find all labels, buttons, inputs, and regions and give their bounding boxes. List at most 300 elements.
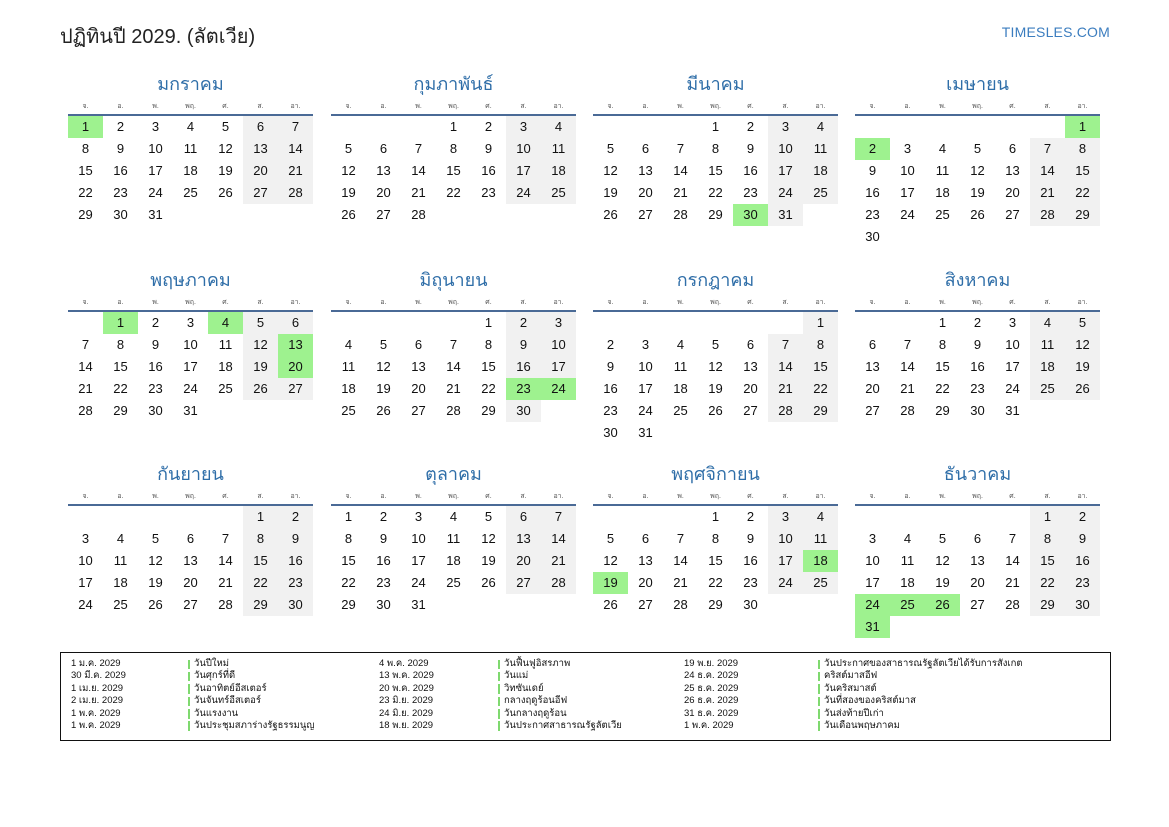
- weekday-label: อ.: [380, 493, 387, 500]
- empty-day-cell: [436, 312, 471, 334]
- day-cell: 24: [900, 207, 915, 222]
- empty-day-cell: [628, 312, 663, 334]
- holiday-row: [379, 670, 679, 682]
- holiday-day-cell: 25: [890, 594, 925, 616]
- day-cell: 3: [641, 337, 650, 352]
- holiday-date: 2 เม.ย. 2029: [71, 695, 124, 707]
- weekend-day-cell: 18: [1030, 356, 1065, 378]
- day-cell: 6: [414, 337, 423, 352]
- holiday-day-cell: 1: [103, 312, 138, 334]
- week-row: [593, 550, 838, 572]
- day-cell: 25: [446, 575, 461, 590]
- day-cell: 23: [376, 575, 391, 590]
- weekday-label: อา.: [553, 299, 564, 306]
- day-cell: 5: [344, 141, 353, 156]
- day-cell: 6: [973, 531, 982, 546]
- day-cell: 13: [970, 553, 985, 568]
- day-cell: 25: [183, 185, 198, 200]
- weekend-day-cell: 22: [1065, 182, 1100, 204]
- day-cell: 5: [973, 141, 982, 156]
- weekend-day-cell: 2: [1065, 506, 1100, 528]
- weekday-label: อา.: [1077, 299, 1088, 306]
- day-cell: 9: [379, 531, 388, 546]
- day-cell: 22: [446, 185, 461, 200]
- week-row: [331, 528, 576, 550]
- empty-day-cell: [401, 116, 436, 138]
- weekday-label: ศ.: [747, 103, 754, 110]
- weekday-label: พฤ.: [448, 103, 459, 110]
- day-cell: 15: [935, 359, 950, 374]
- holiday-row: [71, 670, 371, 682]
- day-cell: 11: [935, 163, 950, 178]
- weekend-day-cell: 11: [541, 138, 576, 160]
- empty-day-cell: [103, 506, 138, 528]
- weekday-label: อา.: [815, 493, 826, 500]
- empty-day-cell: [663, 422, 698, 444]
- weekday-label: พ.: [677, 493, 684, 500]
- day-cell: 18: [446, 553, 461, 568]
- day-cell: 17: [900, 185, 915, 200]
- empty-day-cell: [1030, 400, 1065, 422]
- holiday-name: วันประชุมสภาร่างรัฐธรรมนูญ: [194, 719, 315, 731]
- weekend-day-cell: 20: [506, 550, 541, 572]
- day-cell: 16: [743, 163, 758, 178]
- weekday-label: จ.: [869, 103, 876, 110]
- empty-day-cell: [925, 616, 960, 638]
- day-cell: 30: [113, 207, 128, 222]
- weekend-day-cell: 19: [1065, 356, 1100, 378]
- empty-day-cell: [436, 594, 471, 616]
- weekend-day-cell: 8: [243, 528, 278, 550]
- weekday-label: ศ.: [222, 299, 229, 306]
- day-cell: 1: [449, 119, 458, 134]
- day-cell: 12: [708, 359, 723, 374]
- day-cell: 16: [376, 553, 391, 568]
- holiday-date: 1 ม.ค. 2029: [71, 658, 121, 669]
- day-cell: 10: [78, 553, 93, 568]
- day-cell: 1: [938, 315, 947, 330]
- weekday-label: พฤ.: [972, 493, 983, 500]
- week-row: [855, 378, 1100, 400]
- day-cell: 10: [865, 553, 880, 568]
- day-cell: 20: [638, 185, 653, 200]
- weekday-header: [855, 101, 1100, 113]
- weekday-label: พฤ.: [972, 299, 983, 306]
- holiday-row: [71, 683, 371, 695]
- day-cell: 30: [865, 229, 880, 244]
- day-cell: 5: [151, 531, 160, 546]
- day-cell: 12: [376, 359, 391, 374]
- empty-day-cell: [471, 204, 506, 226]
- day-cell: 5: [221, 119, 230, 134]
- weekend-day-cell: 9: [1065, 528, 1100, 550]
- weekday-header: [68, 491, 313, 503]
- day-cell: 28: [218, 597, 233, 612]
- day-cell: 11: [900, 553, 915, 568]
- weekday-label: จ.: [345, 299, 352, 306]
- holiday-row: [684, 720, 984, 732]
- holiday-day-cell: 4: [208, 312, 243, 334]
- day-cell: 9: [606, 359, 615, 374]
- day-cell: 23: [148, 381, 163, 396]
- weekend-day-cell: 2: [278, 506, 313, 528]
- holiday-marker: [818, 709, 820, 719]
- day-cell: 19: [970, 185, 985, 200]
- week-row: [593, 572, 838, 594]
- day-cell: 14: [900, 359, 915, 374]
- day-cell: 21: [218, 575, 233, 590]
- empty-day-cell: [1065, 226, 1100, 248]
- empty-day-cell: [960, 116, 995, 138]
- weekend-day-cell: 11: [803, 528, 838, 550]
- week-row: [68, 334, 313, 356]
- empty-day-cell: [890, 116, 925, 138]
- day-cell: 30: [743, 597, 758, 612]
- empty-day-cell: [208, 506, 243, 528]
- holiday-column: [71, 658, 371, 732]
- day-cell: 9: [116, 141, 125, 156]
- weekday-label: ส.: [520, 493, 527, 500]
- empty-day-cell: [855, 312, 890, 334]
- holiday-name: วันฟื้นฟูอิสรภาพ: [504, 658, 571, 669]
- day-cell: 17: [1005, 359, 1020, 374]
- day-cell: 1: [484, 315, 493, 330]
- week-row: [68, 160, 313, 182]
- day-cell: 15: [481, 359, 496, 374]
- empty-day-cell: [803, 594, 838, 616]
- day-cell: 22: [708, 575, 723, 590]
- empty-day-cell: [436, 204, 471, 226]
- day-cell: 30: [148, 403, 163, 418]
- day-cell: 31: [148, 207, 163, 222]
- week-row: [331, 312, 576, 334]
- day-cell: 27: [970, 597, 985, 612]
- holiday-date: 23 มิ.ย. 2029: [379, 695, 434, 707]
- day-cell: 4: [116, 531, 125, 546]
- day-cell: 27: [376, 207, 391, 222]
- holiday-day-cell: 20: [278, 356, 313, 378]
- day-cell: 19: [603, 185, 618, 200]
- day-cell: 28: [446, 403, 461, 418]
- weekend-day-cell: 30: [1065, 594, 1100, 616]
- day-cell: 10: [411, 531, 426, 546]
- week-row: [593, 528, 838, 550]
- weekend-day-cell: 28: [278, 182, 313, 204]
- day-cell: 11: [673, 359, 688, 374]
- week-row: [68, 356, 313, 378]
- holiday-marker: [498, 709, 500, 719]
- weekend-day-cell: 25: [803, 572, 838, 594]
- day-cell: 24: [148, 185, 163, 200]
- weekday-label: อ.: [904, 103, 911, 110]
- weekday-label: พ.: [152, 299, 159, 306]
- empty-day-cell: [1065, 616, 1100, 638]
- day-cell: 29: [708, 207, 723, 222]
- weekend-day-cell: 11: [1030, 334, 1065, 356]
- holiday-row: [684, 658, 1023, 670]
- empty-day-cell: [768, 422, 803, 444]
- holiday-date: 24 มิ.ย. 2029: [379, 707, 434, 719]
- empty-day-cell: [173, 204, 208, 226]
- weekend-day-cell: 10: [506, 138, 541, 160]
- holiday-row: [379, 708, 679, 720]
- weekday-header: [593, 491, 838, 503]
- month-title: กันยายน: [157, 464, 224, 484]
- day-cell: 23: [743, 185, 758, 200]
- day-cell: 6: [1008, 141, 1017, 156]
- day-cell: 2: [116, 119, 125, 134]
- day-cell: 8: [484, 337, 493, 352]
- holiday-day-cell: 31: [855, 616, 890, 638]
- weekday-header: [855, 297, 1100, 309]
- day-cell: 11: [218, 337, 233, 352]
- day-cell: 8: [711, 531, 720, 546]
- holiday-column: [379, 658, 679, 732]
- day-cell: 7: [449, 337, 458, 352]
- week-row: [593, 204, 838, 226]
- weekday-label: อ.: [904, 299, 911, 306]
- weekday-label: อ.: [380, 103, 387, 110]
- day-cell: 15: [341, 553, 356, 568]
- empty-day-cell: [995, 616, 1030, 638]
- empty-day-cell: [663, 116, 698, 138]
- holiday-day-cell: 13: [278, 334, 313, 356]
- holiday-row: [379, 695, 679, 707]
- day-cell: 3: [186, 315, 195, 330]
- week-row: [68, 506, 313, 528]
- weekday-label: อ.: [642, 103, 649, 110]
- day-cell: 4: [344, 337, 353, 352]
- weekday-label: ศ.: [485, 103, 492, 110]
- holiday-day-cell: 18: [803, 550, 838, 572]
- weekday-label: จ.: [607, 493, 614, 500]
- holiday-name: คริสต์มาสอีฟ: [824, 670, 878, 682]
- weekday-label: จ.: [607, 299, 614, 306]
- holiday-day-cell: 2: [855, 138, 890, 160]
- day-cell: 27: [1005, 207, 1020, 222]
- weekend-day-cell: 12: [1065, 334, 1100, 356]
- holiday-marker: [498, 660, 500, 670]
- weekday-label: ศ.: [222, 103, 229, 110]
- holiday-marker: [818, 684, 820, 694]
- day-cell: 13: [638, 163, 653, 178]
- weekday-label: อา.: [290, 103, 301, 110]
- week-row: [855, 528, 1100, 550]
- empty-day-cell: [663, 506, 698, 528]
- holiday-name: วิทซันเดย์: [504, 682, 544, 694]
- day-cell: 5: [711, 337, 720, 352]
- day-cell: 13: [865, 359, 880, 374]
- empty-day-cell: [401, 312, 436, 334]
- holiday-date: 30 มี.ค. 2029: [71, 670, 126, 682]
- weekday-label: พ.: [152, 493, 159, 500]
- week-row: [855, 116, 1100, 138]
- week-row: [593, 334, 838, 356]
- day-cell: 24: [638, 403, 653, 418]
- day-cell: 9: [973, 337, 982, 352]
- day-cell: 15: [708, 163, 723, 178]
- weekday-label: อา.: [290, 493, 301, 500]
- weekend-day-cell: 7: [541, 506, 576, 528]
- day-cell: 29: [935, 403, 950, 418]
- holiday-row: [684, 683, 984, 695]
- holiday-name: วันแรงงาน: [194, 707, 239, 719]
- week-row: [593, 594, 838, 616]
- weekend-day-cell: 25: [1030, 378, 1065, 400]
- empty-day-cell: [471, 594, 506, 616]
- day-cell: 9: [484, 141, 493, 156]
- day-cell: 2: [746, 119, 755, 134]
- day-cell: 23: [743, 575, 758, 590]
- weekend-day-cell: 19: [243, 356, 278, 378]
- holiday-date: 25 ธ.ค. 2029: [684, 682, 739, 694]
- empty-day-cell: [278, 400, 313, 422]
- weekday-label: ส.: [520, 299, 527, 306]
- empty-day-cell: [698, 312, 733, 334]
- day-cell: 16: [148, 359, 163, 374]
- weekend-day-cell: 7: [1030, 138, 1065, 160]
- empty-day-cell: [855, 506, 890, 528]
- weekday-header: [68, 297, 313, 309]
- weekday-label: พฤ.: [185, 299, 196, 306]
- weekend-day-cell: 1: [803, 312, 838, 334]
- holiday-row: [684, 708, 984, 720]
- weekend-day-cell: 9: [278, 528, 313, 550]
- week-row: [68, 138, 313, 160]
- empty-day-cell: [995, 226, 1030, 248]
- empty-day-cell: [331, 116, 366, 138]
- empty-day-cell: [890, 506, 925, 528]
- weekend-day-cell: 16: [278, 550, 313, 572]
- day-cell: 28: [411, 207, 426, 222]
- weekday-label: จ.: [82, 493, 89, 500]
- weekday-label: ส.: [1044, 493, 1051, 500]
- month-title: มีนาคม: [686, 74, 745, 94]
- week-row: [331, 378, 576, 400]
- holiday-name: วันเดือนพฤษภาคม: [824, 719, 900, 731]
- weekend-day-cell: 6: [278, 312, 313, 334]
- weekday-label: ส.: [782, 299, 789, 306]
- day-cell: 4: [938, 141, 947, 156]
- week-row: [855, 226, 1100, 248]
- week-row: [593, 116, 838, 138]
- empty-day-cell: [593, 506, 628, 528]
- day-cell: 2: [973, 315, 982, 330]
- holiday-marker: [498, 697, 500, 707]
- empty-day-cell: [890, 312, 925, 334]
- weekday-header: [331, 491, 576, 503]
- week-row: [593, 378, 838, 400]
- day-cell: 22: [708, 185, 723, 200]
- week-row: [855, 160, 1100, 182]
- week-row: [68, 116, 313, 138]
- holiday-row: [71, 708, 371, 720]
- day-cell: 9: [746, 531, 755, 546]
- day-cell: 10: [148, 141, 163, 156]
- day-cell: 18: [341, 381, 356, 396]
- weekday-label: ศ.: [1009, 103, 1016, 110]
- day-cell: 20: [1005, 185, 1020, 200]
- weekend-day-cell: 15: [1030, 550, 1065, 572]
- brand-link[interactable]: TIMESLES.COM: [1001, 24, 1110, 40]
- weekday-label: อา.: [290, 299, 301, 306]
- weekend-day-cell: 17: [506, 160, 541, 182]
- day-cell: 6: [379, 141, 388, 156]
- holiday-row: [71, 695, 371, 707]
- month-8: [855, 268, 1100, 422]
- day-cell: 22: [78, 185, 93, 200]
- day-cell: 19: [481, 553, 496, 568]
- weekend-day-cell: 13: [506, 528, 541, 550]
- week-row: [855, 138, 1100, 160]
- day-cell: 7: [414, 141, 423, 156]
- week-row: [331, 138, 576, 160]
- day-cell: 8: [938, 337, 947, 352]
- week-row: [68, 204, 313, 226]
- weekday-label: อ.: [117, 299, 124, 306]
- day-cell: 27: [183, 597, 198, 612]
- weekday-label: อ.: [380, 299, 387, 306]
- day-cell: 13: [183, 553, 198, 568]
- week-row: [331, 160, 576, 182]
- weekday-label: พ.: [939, 299, 946, 306]
- day-cell: 6: [868, 337, 877, 352]
- weekend-day-cell: 16: [506, 356, 541, 378]
- weekend-day-cell: 17: [768, 550, 803, 572]
- day-cell: 8: [711, 141, 720, 156]
- empty-day-cell: [173, 506, 208, 528]
- day-cell: 24: [183, 381, 198, 396]
- day-cell: 19: [148, 575, 163, 590]
- day-cell: 11: [183, 141, 198, 156]
- day-cell: 19: [708, 381, 723, 396]
- day-cell: 10: [638, 359, 653, 374]
- empty-day-cell: [593, 312, 628, 334]
- day-cell: 15: [446, 163, 461, 178]
- weekday-label: ศ.: [485, 493, 492, 500]
- empty-day-cell: [1030, 226, 1065, 248]
- weekday-label: พฤ.: [972, 103, 983, 110]
- weekend-day-cell: 12: [243, 334, 278, 356]
- holiday-name: วันส่งท้ายปีเก่า: [824, 707, 884, 719]
- day-cell: 25: [341, 403, 356, 418]
- weekday-label: อา.: [553, 493, 564, 500]
- week-row: [593, 160, 838, 182]
- day-cell: 28: [1005, 597, 1020, 612]
- week-row: [855, 550, 1100, 572]
- holiday-date: 26 ธ.ค. 2029: [684, 695, 739, 707]
- empty-day-cell: [803, 422, 838, 444]
- day-cell: 15: [78, 163, 93, 178]
- empty-day-cell: [208, 400, 243, 422]
- weekday-label: พ.: [677, 299, 684, 306]
- weekday-label: พฤ.: [448, 493, 459, 500]
- day-cell: 12: [935, 553, 950, 568]
- weekend-day-cell: 23: [1065, 572, 1100, 594]
- weekday-label: จ.: [607, 103, 614, 110]
- day-cell: 5: [938, 531, 947, 546]
- week-row: [68, 528, 313, 550]
- holiday-date: 13 พ.ค. 2029: [379, 670, 434, 682]
- day-cell: 17: [78, 575, 93, 590]
- day-cell: 31: [411, 597, 426, 612]
- day-cell: 2: [151, 315, 160, 330]
- weekend-day-cell: 4: [803, 116, 838, 138]
- month-title: พฤษภาคม: [150, 270, 231, 290]
- month-title: มกราคม: [157, 74, 224, 94]
- day-cell: 7: [221, 531, 230, 546]
- weekday-label: ศ.: [1009, 493, 1016, 500]
